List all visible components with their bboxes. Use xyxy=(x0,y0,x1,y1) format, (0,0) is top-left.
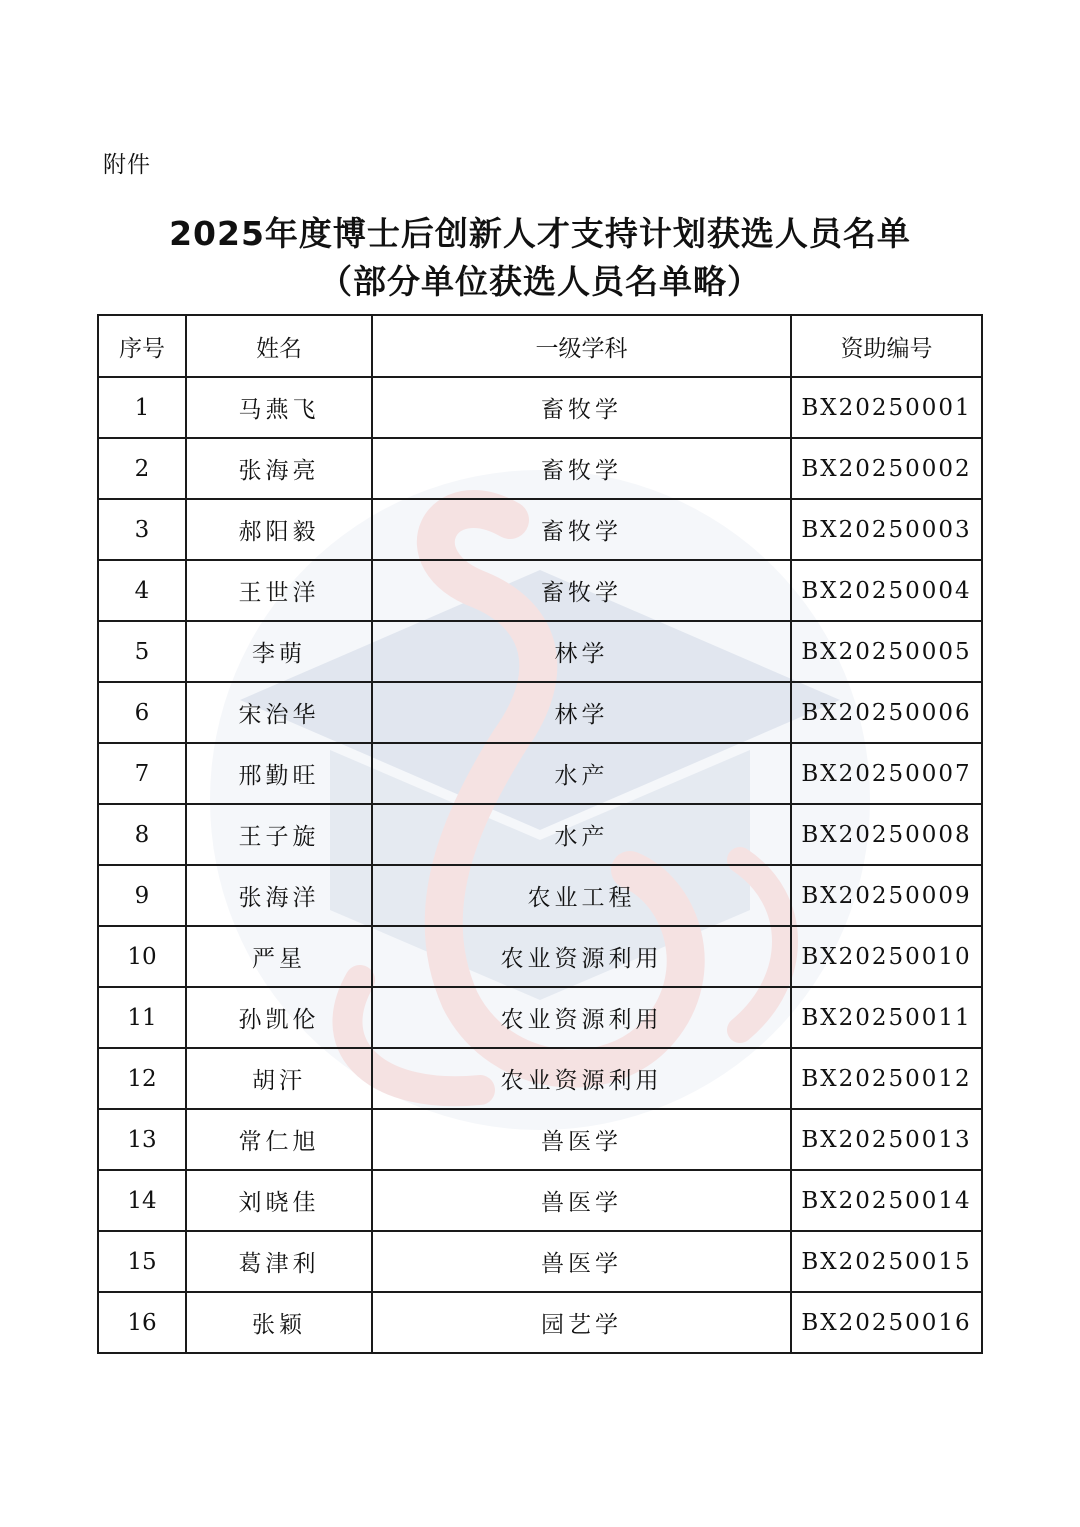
cell-funding-code: BX20250002 xyxy=(791,438,982,499)
cell-serial-number: 14 xyxy=(98,1170,186,1231)
cell-serial-number: 12 xyxy=(98,1048,186,1109)
cell-funding-code: BX20250008 xyxy=(791,804,982,865)
cell-name: 孙凯伦 xyxy=(186,987,372,1048)
cell-name: 邢勤旺 xyxy=(186,743,372,804)
selection-table xyxy=(97,314,983,1354)
header-name: 姓名 xyxy=(186,315,372,377)
cell-funding-code: BX20250010 xyxy=(791,926,982,987)
cell-name: 常仁旭 xyxy=(186,1109,372,1170)
cell-funding-code: BX20250012 xyxy=(791,1048,982,1109)
cell-funding-code: BX20250003 xyxy=(791,499,982,560)
cell-funding-code: BX20250005 xyxy=(791,621,982,682)
table-row xyxy=(98,1292,982,1353)
header-discipline: 一级学科 xyxy=(372,315,791,377)
cell-discipline: 水产 xyxy=(372,804,791,865)
cell-discipline: 水产 xyxy=(372,743,791,804)
cell-funding-code: BX20250016 xyxy=(791,1292,982,1353)
cell-name: 李萌 xyxy=(186,621,372,682)
cell-name: 张海洋 xyxy=(186,865,372,926)
table-row xyxy=(98,499,982,560)
cell-discipline: 农业资源利用 xyxy=(372,987,791,1048)
cell-discipline: 畜牧学 xyxy=(372,377,791,438)
table-row xyxy=(98,926,982,987)
cell-name: 郝阳毅 xyxy=(186,499,372,560)
cell-name: 张海亮 xyxy=(186,438,372,499)
cell-name: 宋治华 xyxy=(186,682,372,743)
cell-serial-number: 6 xyxy=(98,682,186,743)
cell-funding-code: BX20250004 xyxy=(791,560,982,621)
cell-name: 张颖 xyxy=(186,1292,372,1353)
cell-serial-number: 13 xyxy=(98,1109,186,1170)
cell-name: 刘晓佳 xyxy=(186,1170,372,1231)
cell-discipline: 农业资源利用 xyxy=(372,926,791,987)
cell-serial-number: 10 xyxy=(98,926,186,987)
cell-name: 严星 xyxy=(186,926,372,987)
table-row xyxy=(98,1109,982,1170)
cell-name: 王世洋 xyxy=(186,560,372,621)
table-row xyxy=(98,377,982,438)
cell-serial-number: 16 xyxy=(98,1292,186,1353)
cell-discipline: 兽医学 xyxy=(372,1170,791,1231)
cell-serial-number: 15 xyxy=(98,1231,186,1292)
page-title: 2025年度博士后创新人才支持计划获选人员名单 xyxy=(169,214,911,253)
cell-funding-code: BX20250006 xyxy=(791,682,982,743)
cell-serial-number: 1 xyxy=(98,377,186,438)
table-row xyxy=(98,1231,982,1292)
table-row xyxy=(98,682,982,743)
header-funding-code: 资助编号 xyxy=(791,315,982,377)
table-header-row xyxy=(98,315,982,377)
cell-funding-code: BX20250014 xyxy=(791,1170,982,1231)
cell-serial-number: 7 xyxy=(98,743,186,804)
cell-serial-number: 4 xyxy=(98,560,186,621)
table-row xyxy=(98,987,982,1048)
cell-funding-code: BX20250001 xyxy=(791,377,982,438)
cell-funding-code: BX20250015 xyxy=(791,1231,982,1292)
cell-funding-code: BX20250011 xyxy=(791,987,982,1048)
header-serial-number: 序号 xyxy=(98,315,186,377)
cell-discipline: 农业资源利用 xyxy=(372,1048,791,1109)
page-subtitle: （部分单位获选人员名单略） xyxy=(319,262,761,301)
cell-name: 胡汗 xyxy=(186,1048,372,1109)
cell-serial-number: 8 xyxy=(98,804,186,865)
table-row xyxy=(98,743,982,804)
cell-serial-number: 5 xyxy=(98,621,186,682)
cell-funding-code: BX20250009 xyxy=(791,865,982,926)
cell-name: 王子旋 xyxy=(186,804,372,865)
cell-discipline: 兽医学 xyxy=(372,1231,791,1292)
table-row xyxy=(98,621,982,682)
table-row xyxy=(98,804,982,865)
cell-discipline: 林学 xyxy=(372,682,791,743)
attachment-label: 附件 xyxy=(103,152,151,178)
cell-funding-code: BX20250007 xyxy=(791,743,982,804)
cell-discipline: 农业工程 xyxy=(372,865,791,926)
cell-discipline: 畜牧学 xyxy=(372,438,791,499)
cell-serial-number: 11 xyxy=(98,987,186,1048)
cell-funding-code: BX20250013 xyxy=(791,1109,982,1170)
cell-discipline: 林学 xyxy=(372,621,791,682)
cell-serial-number: 2 xyxy=(98,438,186,499)
table-body xyxy=(98,377,982,1353)
table-row xyxy=(98,1048,982,1109)
table-row xyxy=(98,865,982,926)
cell-serial-number: 3 xyxy=(98,499,186,560)
table-row xyxy=(98,1170,982,1231)
cell-discipline: 兽医学 xyxy=(372,1109,791,1170)
cell-discipline: 畜牧学 xyxy=(372,499,791,560)
table-row xyxy=(98,438,982,499)
cell-serial-number: 9 xyxy=(98,865,186,926)
cell-name: 马燕飞 xyxy=(186,377,372,438)
cell-discipline: 园艺学 xyxy=(372,1292,791,1353)
cell-name: 葛津利 xyxy=(186,1231,372,1292)
table-row xyxy=(98,560,982,621)
cell-discipline: 畜牧学 xyxy=(372,560,791,621)
